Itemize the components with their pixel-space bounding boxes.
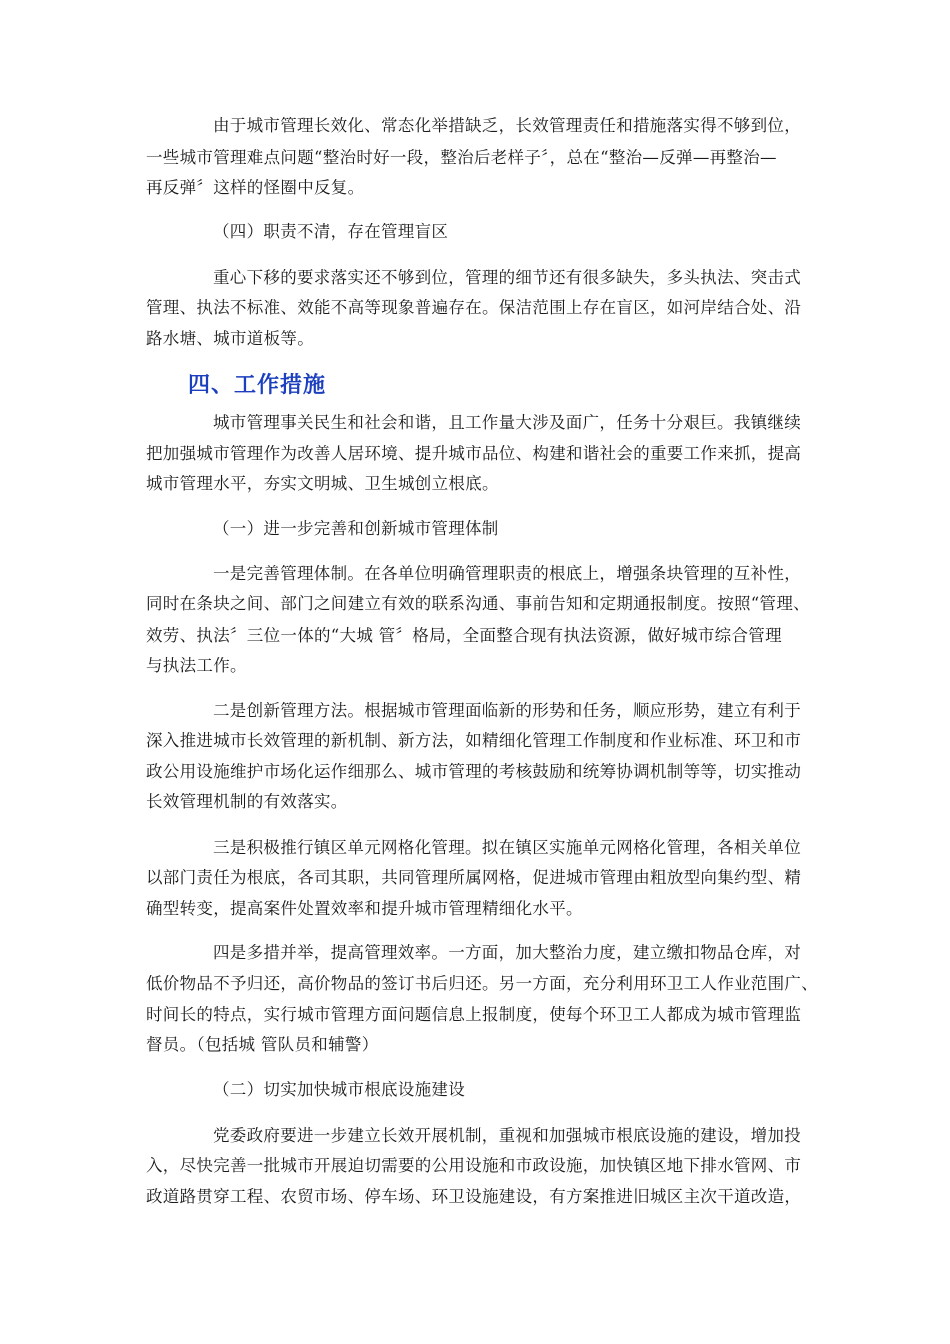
text-line: 党委政府要进一步建立长效开展机制，重视和加强城市根底设施的建设，增加投 — [213, 1126, 801, 1145]
text-line: 长效管理机制的有效落实。 — [146, 792, 348, 811]
text-line: 重心下移的要求落实还不够到位，管理的细节还有很多缺失，多头执法、突击式 — [213, 268, 801, 287]
text-line: 城市管理水平，夯实文明城、卫生城创立根底。 — [146, 474, 499, 493]
text-line: 路水塘、城市道板等。 — [146, 329, 314, 348]
text-line: 城市管理事关民生和社会和谐，且工作量大涉及面广，任务十分艰巨。我镇继续 — [213, 413, 801, 432]
text-line: 效劳、执法〞三位一体的“大城 管〞格局，全面整合现有执法资源，做好城市综合管理 — [146, 626, 782, 645]
text-line: 一些城市管理难点问题“整治时好一段，整治后老样子〞，总在“整治—反弹—再整治— — [146, 148, 777, 167]
text-line: 再反弹〞这样的怪圈中反复。 — [146, 178, 365, 197]
text-line: 政公用设施维护市场化运作细那么、城市管理的考核鼓励和统筹协调机制等等，切实推动 — [146, 762, 802, 781]
text-line: 管理、执法不标准、效能不高等现象普遍存在。保洁范围上存在盲区，如河岸结合处、沿 — [146, 298, 802, 317]
text-line: 督员。（包括城 管队员和辅警） — [146, 1035, 379, 1054]
text-line: 四是多措并举，提高管理效率。一方面，加大整治力度，建立缴扣物品仓库，对 — [213, 943, 801, 962]
text-line: 由于城市管理长效化、常态化举措缺乏，长效管理责任和措施落实得不够到位， — [213, 116, 801, 135]
text-line: 政道路贯穿工程、农贸市场、停车场、环卫设施建设，有方案推进旧城区主次干道改造， — [146, 1187, 802, 1206]
text-line: 深入推进城市长效管理的新机制、新方法，如精细化管理工作制度和作业标准、环卫和市 — [146, 731, 802, 750]
text-line: 低价物品不予归还，高价物品的签订书后归还。另一方面，充分利用环卫工人作业范围广、 — [146, 974, 818, 993]
text-line: 以部门责任为根底，各司其职，共同管理所属网格，促进城市管理由粗放型向集约型、精 — [146, 868, 802, 887]
subheading-4: （四）职责不清，存在管理盲区 — [213, 222, 449, 241]
text-line: 同时在条块之间、部门之间建立有效的联系沟通、事前告知和定期通报制度。按照“管理、 — [146, 594, 810, 613]
subheading-2: （二）切实加快城市根底设施建设 — [213, 1080, 465, 1099]
text-line: 确型转变，提高案件处置效率和提升城市管理精细化水平。 — [146, 899, 583, 918]
text-line: 二是创新管理方法。根据城市管理面临新的形势和任务，顺应形势，建立有利于 — [213, 701, 801, 720]
text-line: 与执法工作。 — [146, 656, 247, 675]
text-line: 三是积极推行镇区单元网格化管理。拟在镇区实施单元网格化管理，各相关单位 — [213, 838, 801, 857]
subheading-1: （一）进一步完善和创新城市管理体制 — [213, 519, 499, 538]
section-heading: 四、工作措施 — [188, 373, 327, 398]
text-line: 一是完善管理体制。在各单位明确管理职责的根底上，增强条块管理的互补性， — [213, 564, 801, 583]
text-line: 把加强城市管理作为改善人居环境、提升城市品位、构建和谐社会的重要工作来抓，提高 — [146, 444, 802, 463]
text-line: 入，尽快完善一批城市开展迫切需要的公用设施和市政设施，加快镇区地下排水管网、市 — [146, 1156, 802, 1175]
text-line: 时间长的特点，实行城市管理方面问题信息上报制度，使每个环卫工人都成为城市管理监 — [146, 1005, 802, 1024]
